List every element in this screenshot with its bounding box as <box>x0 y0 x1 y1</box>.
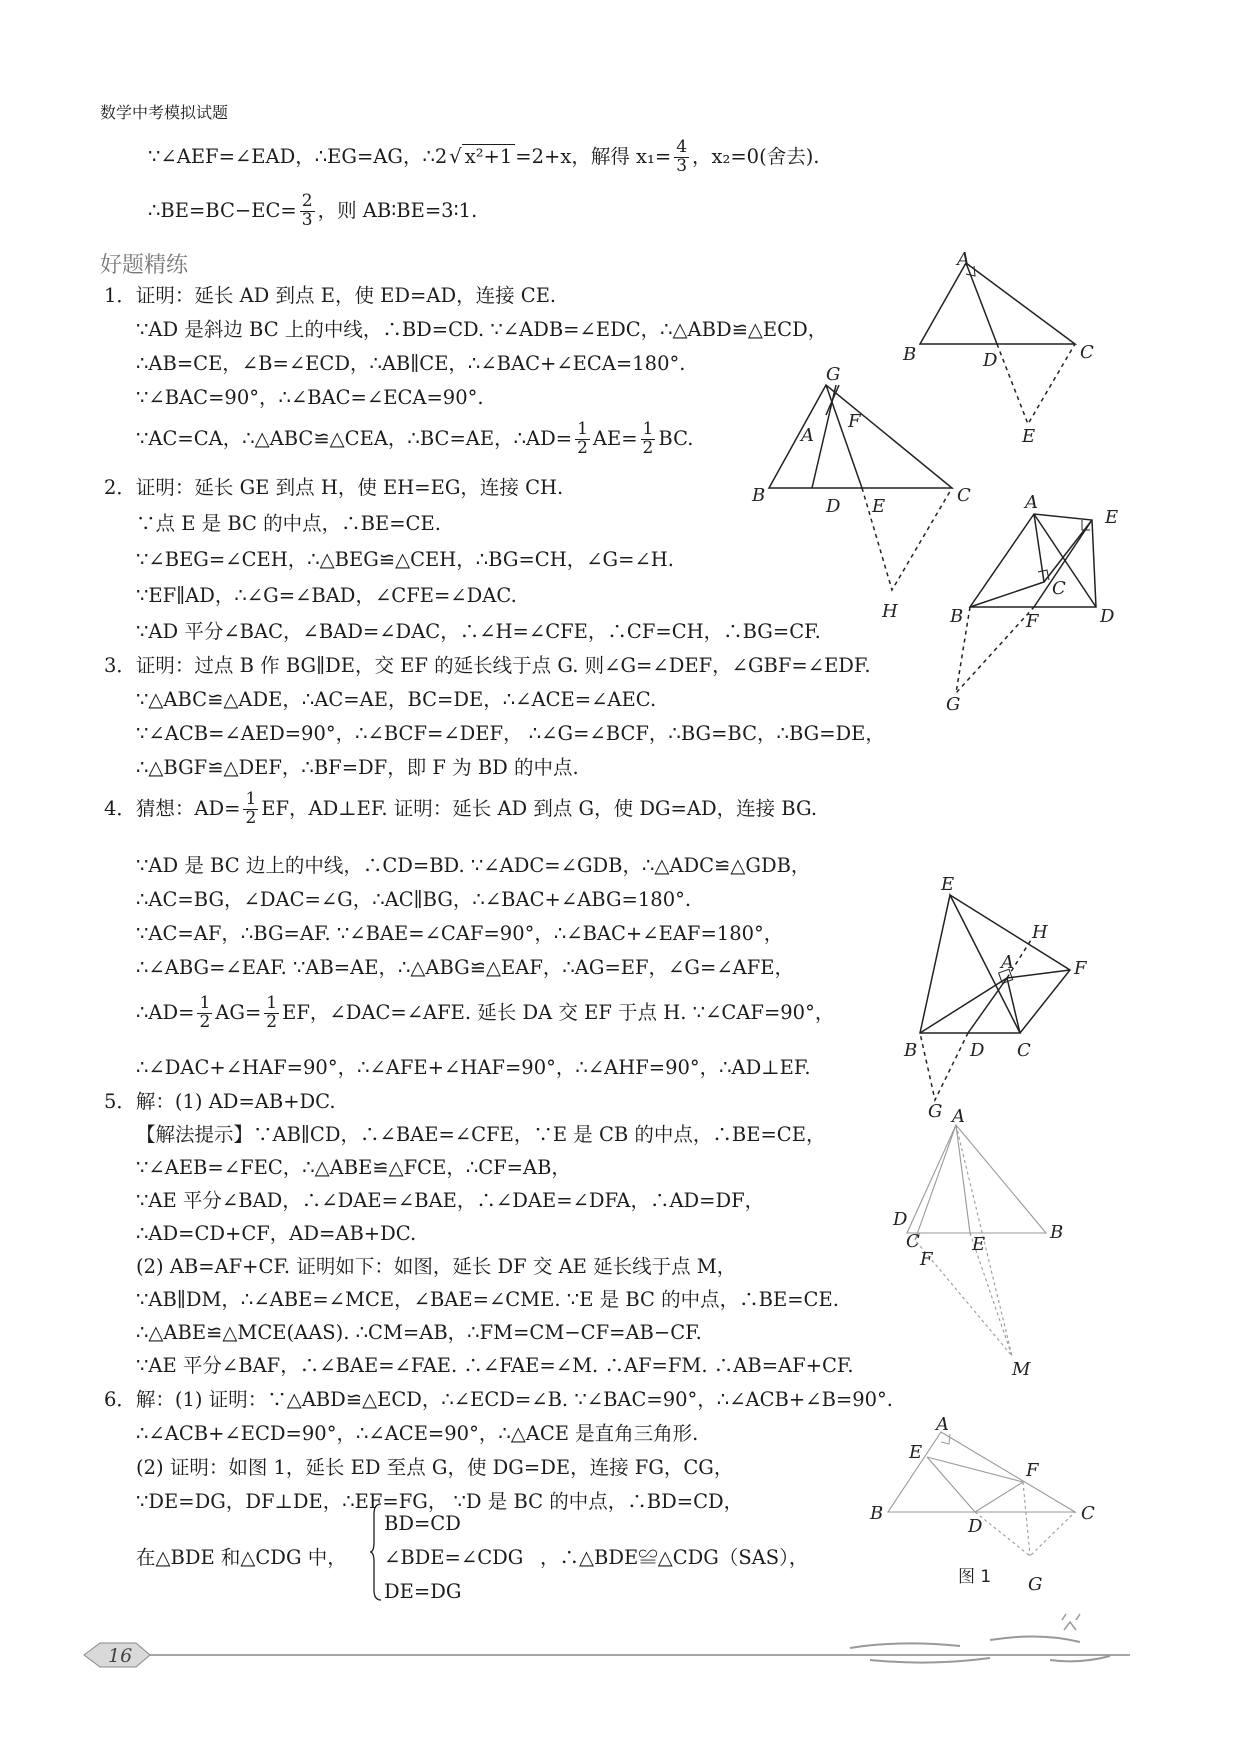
fig6-label-d: D <box>968 1516 983 1537</box>
fig4-label-h: H <box>1032 922 1048 943</box>
p5-line-7: ∵AB∥DM，∴∠ABE=∠MCE，∠BAE=∠CME. ∵E 是 BC 的中点，∴BE=CE. <box>136 1288 839 1311</box>
intro-text-e: ，则 AB∶BE=3∶1. <box>317 199 478 223</box>
fraction-den: 2 <box>266 1011 278 1032</box>
fig2-label-d: D <box>826 496 841 517</box>
fig1-label-c: C <box>1080 342 1094 363</box>
fig5-label-m: M <box>1012 1359 1031 1380</box>
p4-text-c: ∴AD= <box>136 1001 195 1025</box>
p4-text-a: 4．猜想：AD= <box>104 797 241 821</box>
p1-line-4: ∵∠BAC=90°，∴∠BAC=∠ECA=90°. <box>136 386 484 409</box>
p3-line-3: ∵∠ACB=∠AED=90°，∴∠BCF=∠DEF， ∴∠G=∠BCF，∴BG=BC，∴BG=DE， <box>136 722 885 745</box>
fraction-den: 3 <box>676 155 688 176</box>
system-eq-2: ∠BDE=∠CDG <box>384 1546 524 1569</box>
fig3-label-g: G <box>946 694 961 715</box>
p6-line-4: ∵DE=DG，DF⊥DE，∴EF=FG， ∵D 是 BC 的中点，∴BD=CD， <box>136 1490 744 1513</box>
fig2-label-a: A <box>801 425 814 446</box>
p5-line-3: ∵∠AEB=∠FEC，∴△ABE≌△FCE，∴CF=AB， <box>136 1156 571 1179</box>
fraction-num: 1 <box>642 418 654 439</box>
fraction-den: 2 <box>642 437 654 458</box>
p2-line-3: ∵∠BEG=∠CEH，∴△BEG≌△CEH，∴BG=CH，∠G=∠H. <box>136 548 675 571</box>
fig6-label-a: A <box>936 1414 949 1435</box>
figure-1-labels <box>902 249 1094 447</box>
p4-line-5: ∴∠ABG=∠EAF. ∵AB=AE，∴△ABG≌△EAF，∴AG=EF，∠G=∠AFE， <box>136 956 795 979</box>
p4-line-4: ∵AC=AF，∴BG=AF. ∵∠BAE=∠CAF=90°，∴∠BAC+∠EAF=180°， <box>136 922 784 945</box>
system-eq-1: BD=CD <box>384 1512 461 1535</box>
p1-text-c: BC. <box>658 427 694 451</box>
p3-line-4: ∴△BGF≌△DEF，∴BF=DF，即 F 为 BD 的中点. <box>136 756 579 779</box>
figure-3 <box>956 514 1096 693</box>
fig6-label-b: B <box>870 1503 884 1524</box>
fig1-label-d: D <box>983 350 998 371</box>
fig1-label-e: E <box>1022 426 1036 447</box>
p5-line-8: ∴△ABE≌△MCE(AAS). ∴CM=AB，∴FM=CM−CF=AB−CF. <box>136 1321 702 1344</box>
fig2-label-c: C <box>957 485 971 506</box>
fig2-label-g: G <box>826 364 841 385</box>
section-title: 好题精练 <box>100 253 189 278</box>
intro-text-a: ∵∠AEF=∠EAD，∴EG=AG，∴2 <box>148 145 448 169</box>
p5-line-9: ∵AE 平分∠BAF，∴∠BAE=∠FAE. ∴∠FAE=∠M. ∴AF=FM. ∴AB=AF+CF. <box>136 1354 854 1377</box>
page-number: 16 <box>108 1645 133 1667</box>
p5-line-2: 【解法提示】∵AB∥CD，∴∠BAE=∠CFE，∵E 是 CB 的中点，∴BE=CE， <box>136 1123 826 1146</box>
fraction-num: 1 <box>199 992 211 1013</box>
p5-line-4: ∵AE 平分∠BAD，∴∠DAE=∠BAE，∴∠DAE=∠DFA，∴AD=DF， <box>136 1189 765 1212</box>
running-header: 数学中考模拟试题 <box>100 103 229 122</box>
intro-radicand: x²+1 <box>462 144 516 168</box>
p4-line-3: ∴AC=BG，∠DAC=∠G，∴AC∥BG，∴∠BAC+∠ABG=180°. <box>136 888 692 911</box>
fig1-label-a: A <box>957 249 970 270</box>
figure-2-labels <box>751 364 971 622</box>
system-eq-3: DE=DG <box>384 1580 462 1603</box>
intro-text-d: ∴BE=BC−EC= <box>148 199 297 223</box>
p6-line-5b: ，∴△BDE≌△CDG（SAS）， <box>540 1546 809 1569</box>
fraction-num: 1 <box>245 788 257 809</box>
fig2-label-h: H <box>882 601 898 622</box>
fraction-den: 2 <box>245 807 257 828</box>
fig6-label-e: E <box>909 1442 923 1463</box>
p2-line-5: ∵AD 平分∠BAC，∠BAD=∠DAC，∴∠H=∠CFE，∴CF=CH，∴BG=CF. <box>136 620 821 643</box>
p1-line-1: 1．证明：延长 AD 到点 E，使 ED=AD，连接 CE. <box>104 284 557 307</box>
intro-text-b: =2+x，解得 x₁= <box>515 145 672 169</box>
fig3-label-e: E <box>1105 507 1119 528</box>
fig5-label-d: D <box>893 1209 908 1230</box>
fig5-label-e: E <box>972 1234 986 1255</box>
fig3-label-a: A <box>1025 492 1038 513</box>
fig6-label-c: C <box>1081 1503 1095 1524</box>
p4-line-7: ∴∠DAC+∠HAF=90°，∴∠AFE+∠HAF=90°，∴∠AHF=90°，∴AD⊥EF. <box>136 1056 811 1079</box>
fraction-den: 2 <box>577 437 588 458</box>
fig3-label-b: B <box>950 606 964 627</box>
p6-line-5: 在△BDE 和△CDG 中， <box>136 1546 347 1569</box>
fig6-label-g: G <box>1028 1574 1043 1595</box>
p6-line-2: ∴∠ACB+∠ECD=90°，∴∠ACE=90°，∴△ACE 是直角三角形. <box>136 1422 699 1445</box>
p1-text-a: ∵AC=CA，∴△ABC≌△CEA，∴BC=AE，∴AD= <box>136 427 573 451</box>
fig3-label-f: F <box>1026 611 1039 632</box>
fig2-label-f: F <box>848 411 861 432</box>
fraction-num: 2 <box>301 190 313 211</box>
p6-line-1: 6．解：(1) 证明：∵△ABD≌△ECD，∴∠ECD=∠B. ∵∠BAC=90°，∴∠ACB+∠B=90°. <box>104 1388 893 1411</box>
fig4-label-a: A <box>1001 952 1014 973</box>
p4-line-2: ∵AD 是 BC 边上的中线，∴CD=BD. ∵∠ADC=∠GDB，∴△ADC≌△GDB， <box>136 854 811 877</box>
fig6-label-f: F <box>1026 1460 1039 1481</box>
p5-line-6: (2) AB=AF+CF. 证明如下：如图，延长 DF 交 AE 延长线于点 M， <box>136 1255 737 1278</box>
p4-text-b: EF，AD⊥EF. 证明：延长 AD 到点 G，使 DG=AD，连接 BG. <box>261 797 818 821</box>
p4-text-d: AG= <box>215 1001 262 1025</box>
figure-6-labels <box>869 1414 1095 1595</box>
fig3-label-d: D <box>1100 606 1115 627</box>
fraction-num: 4 <box>676 136 688 157</box>
p2-line-2: ∵点 E 是 BC 的中点，∴BE=CE. <box>136 512 441 535</box>
fig4-label-d: D <box>970 1040 985 1061</box>
fraction-num: 1 <box>577 418 588 439</box>
p2-line-4: ∵EF∥AD，∴∠G=∠BAD，∠CFE=∠DAC. <box>136 584 517 607</box>
fig1-label-b: B <box>903 344 917 365</box>
fig4-label-c: C <box>1017 1040 1031 1061</box>
p1-line-3: ∴AB=CE，∠B=∠ECD，∴AB∥CE，∴∠BAC+∠ECA=180°. <box>136 352 686 375</box>
figure-4-labels <box>903 874 1088 1122</box>
fig6-caption: 图 1 <box>958 1567 992 1587</box>
figure-1 <box>920 263 1075 424</box>
fraction-den: 2 <box>199 1011 211 1032</box>
fig4-label-g: G <box>928 1101 943 1122</box>
p5-line-5: ∴AD=CD+CF，AD=AB+DC. <box>136 1222 417 1245</box>
figure-2 <box>769 385 952 590</box>
p6-line-3: (2) 证明：如图 1，延长 ED 至点 G，使 DG=DE，连接 FG，CG， <box>136 1456 734 1479</box>
footer-ornament <box>84 1614 1130 1667</box>
fig2-label-b: B <box>752 485 766 506</box>
p5-line-1: 5．解：(1) AD=AB+DC. <box>104 1090 336 1113</box>
p1-line-2: ∵AD 是斜边 BC 上的中线，∴BD=CD. ∵∠ADB=∠EDC，∴△ABD≌△ECD， <box>136 318 828 341</box>
figure-5-labels <box>892 1106 1063 1380</box>
p3-line-2: ∵△ABC≌△ADE，∴AC=AE，BC=DE，∴∠ACE=∠AEC. <box>136 688 657 711</box>
fig4-label-b: B <box>904 1040 918 1061</box>
fig5-label-c: C <box>906 1231 920 1252</box>
fig5-label-f: F <box>920 1249 933 1270</box>
fig5-label-a: A <box>952 1106 965 1127</box>
p4-text-e: EF，∠DAC=∠AFE. 延长 DA 交 EF 于点 H. ∵∠CAF=90°， <box>282 1001 835 1025</box>
fraction-den: 3 <box>301 209 313 230</box>
intro-text-c: ，x₂=0(舍去). <box>692 145 820 169</box>
fig2-label-e: E <box>872 496 886 517</box>
fig5-label-b: B <box>1050 1222 1064 1243</box>
p1-text-b: AE= <box>592 427 638 451</box>
p3-line-1: 3．证明：过点 B 作 BG∥DE，交 EF 的延长线于点 G. 则∠G=∠DEF，∠GBF=∠EDF. <box>104 654 871 677</box>
fig3-label-c: C <box>1052 578 1066 599</box>
fraction-num: 1 <box>266 992 278 1013</box>
fig4-label-f: F <box>1074 958 1087 979</box>
intro-radical: √ x²+1 <box>449 147 515 167</box>
fig4-label-e: E <box>941 874 955 895</box>
p2-line-1: 2．证明：延长 GE 到点 H，使 EH=EG，连接 CH. <box>104 476 564 499</box>
